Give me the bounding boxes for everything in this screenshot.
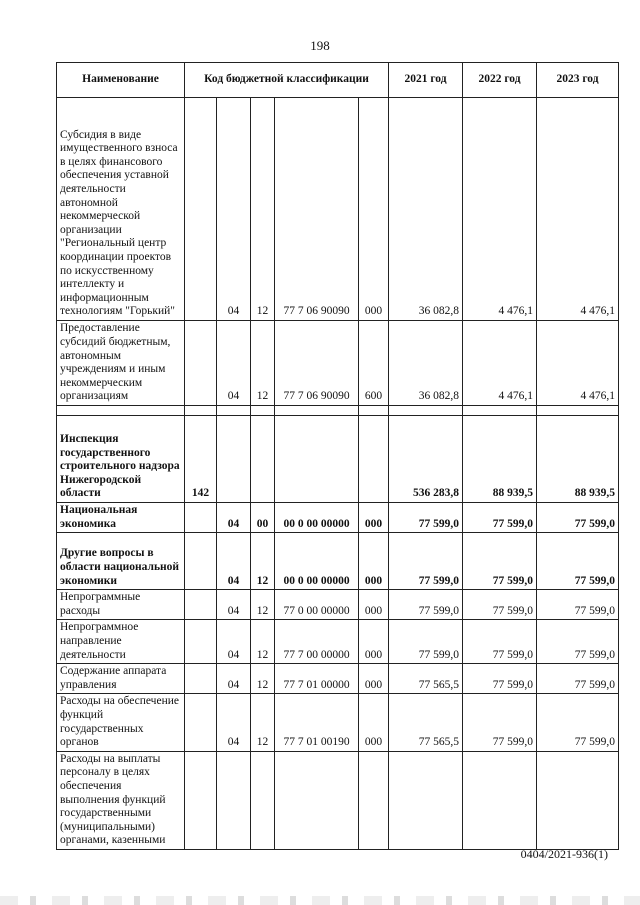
cell-2022: 88 939,5: [463, 416, 537, 503]
cell-csr: 77 7 01 00190: [275, 694, 359, 751]
cell-ved: [185, 590, 217, 620]
cell-rz: 04: [217, 321, 251, 406]
cell-2022: [463, 751, 537, 849]
cell-vr: 000: [359, 620, 389, 664]
cell-name: Непрограммное направление деятельности: [57, 620, 185, 664]
cell-csr: 77 7 00 00000: [275, 620, 359, 664]
cell-vr: [359, 416, 389, 503]
cell-pr: 12: [251, 694, 275, 751]
cell-pr: [251, 416, 275, 503]
cell-name: Инспекция государственного строительного надзора Нижегородской области: [57, 416, 185, 503]
cell-name: Содержание аппарата управления: [57, 664, 185, 694]
cell-2021: [389, 751, 463, 849]
cell-vr: 000: [359, 664, 389, 694]
cell-2021: 77 599,0: [389, 533, 463, 590]
cell-vr: [359, 406, 389, 416]
cell-pr: 12: [251, 664, 275, 694]
budget-table: [56, 62, 619, 850]
cell-rz: [217, 416, 251, 503]
cell-pr: 00: [251, 503, 275, 533]
cell-ved: [185, 751, 217, 849]
cell-2021: 77 599,0: [389, 503, 463, 533]
cell-2022: 77 599,0: [463, 590, 537, 620]
table-row: [57, 751, 619, 849]
cell-2023: 77 599,0: [537, 533, 619, 590]
table-header-row: [57, 63, 619, 98]
table-row: [57, 321, 619, 406]
cell-csr: 77 0 00 00000: [275, 590, 359, 620]
cell-pr: 12: [251, 590, 275, 620]
cell-name: Расходы на обеспечение функций государственных органов: [57, 694, 185, 751]
cell-name: Непрограммные расходы: [57, 590, 185, 620]
cell-2023: 77 599,0: [537, 503, 619, 533]
header-code: Код бюджетной классификации: [185, 63, 389, 98]
cell-vr: [359, 751, 389, 849]
cell-vr: 000: [359, 98, 389, 321]
cell-2021: 36 082,8: [389, 321, 463, 406]
cell-ved: [185, 503, 217, 533]
cell-csr: 00 0 00 00000: [275, 533, 359, 590]
cell-2022: 4 476,1: [463, 98, 537, 321]
cell-name: Другие вопросы в области национальной экономики: [57, 533, 185, 590]
scan-edge-artifact: [0, 896, 640, 905]
cell-2022: 77 599,0: [463, 533, 537, 590]
cell-2021: 77 565,5: [389, 664, 463, 694]
table-row: [57, 503, 619, 533]
table-row: [57, 620, 619, 664]
cell-vr: 600: [359, 321, 389, 406]
cell-vr: 000: [359, 694, 389, 751]
cell-ved: [185, 406, 217, 416]
cell-vr: 000: [359, 503, 389, 533]
cell-2022: [463, 406, 537, 416]
table-row: [57, 694, 619, 751]
cell-2022: 4 476,1: [463, 321, 537, 406]
cell-csr: 77 7 06 90090: [275, 98, 359, 321]
cell-rz: 04: [217, 98, 251, 321]
cell-pr: 12: [251, 620, 275, 664]
cell-ved: [185, 664, 217, 694]
header-2022: 2022 год: [463, 63, 537, 98]
cell-rz: 04: [217, 620, 251, 664]
cell-csr: 77 7 01 00000: [275, 664, 359, 694]
table-row: [57, 416, 619, 503]
cell-2021: 77 599,0: [389, 590, 463, 620]
cell-2021: 77 599,0: [389, 620, 463, 664]
cell-2021: [389, 406, 463, 416]
cell-pr: 12: [251, 533, 275, 590]
cell-ved: [185, 321, 217, 406]
cell-pr: [251, 406, 275, 416]
cell-csr: [275, 751, 359, 849]
cell-pr: 12: [251, 321, 275, 406]
cell-2021: 77 565,5: [389, 694, 463, 751]
cell-name: Субсидия в виде имущественного взноса в целях финансового обеспечения уставной деятельности автономной некоммерческой организации "Региональный центр координации проектов по искусственному интеллекту и информационным технологиям "Горький": [57, 98, 185, 321]
cell-csr: [275, 416, 359, 503]
cell-ved: [185, 98, 217, 321]
table-row: [57, 590, 619, 620]
cell-2022: 77 599,0: [463, 664, 537, 694]
table-row: [57, 98, 619, 321]
cell-rz: 04: [217, 503, 251, 533]
document-code: 0404/2021-936(1): [520, 847, 608, 861]
table-row: [57, 533, 619, 590]
cell-2021: 536 283,8: [389, 416, 463, 503]
cell-ved: [185, 533, 217, 590]
cell-csr: 77 7 06 90090: [275, 321, 359, 406]
cell-2022: 77 599,0: [463, 503, 537, 533]
header-2023: 2023 год: [537, 63, 619, 98]
cell-2023: 4 476,1: [537, 321, 619, 406]
cell-rz: [217, 406, 251, 416]
cell-rz: 04: [217, 664, 251, 694]
cell-name: Национальная экономика: [57, 503, 185, 533]
cell-csr: 00 0 00 00000: [275, 503, 359, 533]
header-2021: 2021 год: [389, 63, 463, 98]
cell-name: [57, 406, 185, 416]
page-number: 198: [310, 38, 330, 53]
cell-2023: 88 939,5: [537, 416, 619, 503]
table-row: [57, 406, 619, 416]
cell-rz: [217, 751, 251, 849]
cell-rz: 04: [217, 533, 251, 590]
cell-2021: 36 082,8: [389, 98, 463, 321]
cell-vr: 000: [359, 533, 389, 590]
cell-2023: 77 599,0: [537, 620, 619, 664]
cell-2023: [537, 751, 619, 849]
cell-2022: 77 599,0: [463, 694, 537, 751]
cell-pr: 12: [251, 98, 275, 321]
table-row: [57, 664, 619, 694]
cell-ved: [185, 694, 217, 751]
cell-2023: 4 476,1: [537, 98, 619, 321]
cell-name: Предоставление субсидий бюджетным, автономным учреждениям и иным некоммерческим организациям: [57, 321, 185, 406]
cell-2023: [537, 406, 619, 416]
cell-ved: [185, 620, 217, 664]
cell-2022: 77 599,0: [463, 620, 537, 664]
cell-name: Расходы на выплаты персоналу в целях обеспечения выполнения функций государственными (муниципальными) органами, казенными: [57, 751, 185, 849]
cell-rz: 04: [217, 590, 251, 620]
cell-2023: 77 599,0: [537, 694, 619, 751]
cell-rz: 04: [217, 694, 251, 751]
cell-vr: 000: [359, 590, 389, 620]
cell-csr: [275, 406, 359, 416]
cell-ved: 142: [185, 416, 217, 503]
cell-2023: 77 599,0: [537, 590, 619, 620]
cell-pr: [251, 751, 275, 849]
cell-2023: 77 599,0: [537, 664, 619, 694]
header-name: Наименование: [57, 63, 185, 98]
